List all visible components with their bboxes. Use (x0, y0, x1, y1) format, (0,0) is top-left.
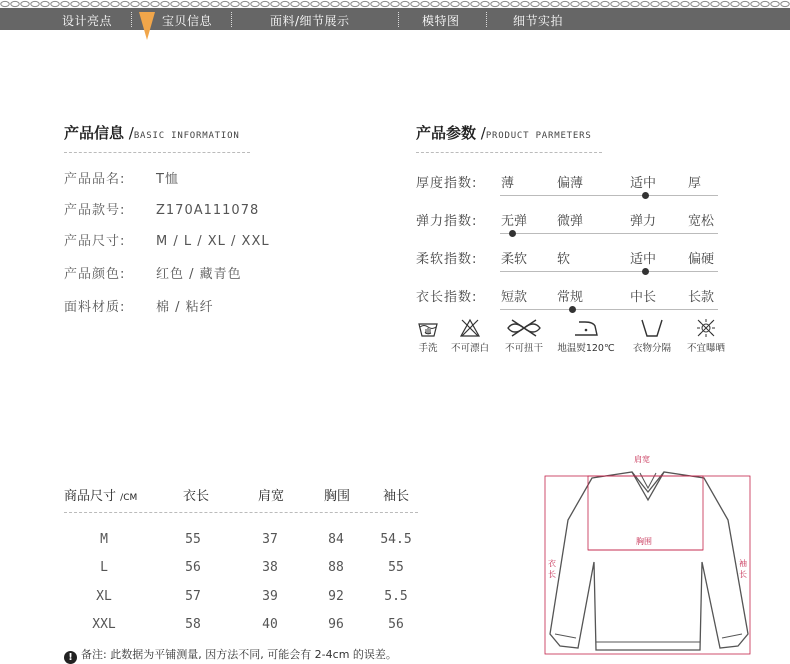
param-option: 厚 (688, 176, 702, 191)
garment-measure-diagram (540, 452, 760, 661)
param-option: 偏薄 (557, 176, 584, 191)
divider (64, 152, 250, 153)
param-option: 适中 (630, 252, 657, 267)
measure-cell: 5.5 (384, 589, 408, 604)
top-nav-bar (0, 0, 790, 30)
measure-cell: 38 (262, 560, 278, 575)
param-option: 宽松 (688, 214, 715, 229)
active-tab-indicator (139, 12, 155, 40)
divider (416, 152, 602, 153)
size-cell: XL (96, 589, 112, 604)
sleeve-measure-label: 袖长 (739, 559, 747, 579)
length-col-header: 衣长 (183, 489, 210, 504)
sleeve-col-header: 袖长 (383, 489, 410, 504)
no-wring-icon (504, 318, 544, 338)
measure-cell: 88 (328, 560, 344, 575)
measure-cell: 56 (388, 617, 404, 632)
no-sun-icon (695, 318, 717, 338)
care-label: 不可扭干 (504, 343, 543, 354)
measure-cell: 54.5 (380, 532, 412, 547)
param-selected-marker (642, 192, 649, 199)
chain-border-decoration (0, 0, 790, 8)
param-label: 厚度指数: (416, 176, 478, 191)
product-params-heading: 产品参数 /PRODUCT PARMETERS (416, 124, 592, 142)
measure-cell: 40 (262, 617, 278, 632)
care-label: 衣物分隔 (632, 343, 671, 354)
param-label: 衣长指数: (416, 290, 478, 305)
shoulder-col-header: 肩宽 (258, 489, 285, 504)
tshirt-diagram (540, 452, 760, 657)
care-no-wring (500, 318, 548, 354)
nav-menu (0, 9, 790, 30)
info-row-material: 面料材质: 棉 / 粘纤 (64, 300, 214, 315)
nav-divider (131, 12, 132, 27)
measure-cell: 57 (185, 589, 201, 604)
measure-cell: 37 (262, 532, 278, 547)
info-row-style-no: 产品款号: Z170A111078 (64, 203, 260, 218)
care-no-sun (682, 318, 730, 354)
measure-cell: 39 (262, 589, 278, 604)
table-divider (64, 512, 418, 513)
nav-tab-design-highlights[interactable]: 设计亮点 (62, 14, 113, 28)
iron-low-icon (571, 318, 601, 338)
product-info-heading: 产品信息 /BASIC INFORMATION (64, 124, 240, 142)
care-label: 不可漂白 (450, 343, 489, 354)
param-option: 弹力 (630, 214, 657, 229)
param-scale-line (500, 195, 718, 196)
chest-measure-label: 胸围 (636, 537, 652, 546)
param-option: 中长 (630, 290, 657, 305)
measure-cell: 84 (328, 532, 344, 547)
param-label: 柔软指数: (416, 252, 478, 267)
nav-divider (486, 12, 487, 27)
nav-tab-detail-shots[interactable]: 细节实拍 (513, 14, 564, 28)
measure-cell: 55 (388, 560, 404, 575)
measure-cell: 58 (185, 617, 201, 632)
measure-cell: 92 (328, 589, 344, 604)
measure-cell: 56 (185, 560, 201, 575)
nav-divider (398, 12, 399, 27)
measurement-note: ! 备注: 此数据为平铺测量, 因方法不同, 可能会有 2-4cm 的误差。 (64, 646, 397, 664)
size-col-header: 商品尺寸 /CM (64, 489, 138, 504)
size-cell: M (100, 532, 108, 547)
param-scale-line (500, 271, 718, 272)
param-option: 微弹 (557, 214, 584, 229)
param-option: 适中 (630, 176, 657, 191)
param-selected-marker (509, 230, 516, 237)
info-row-sizes: 产品尺寸: M / L / XL / XXL (64, 234, 270, 249)
param-option: 无弹 (501, 214, 528, 229)
nav-divider (231, 12, 232, 27)
param-scale-line (500, 233, 718, 234)
chest-col-header: 胸围 (324, 489, 351, 504)
care-iron-low (556, 318, 616, 354)
measure-cell: 55 (185, 532, 201, 547)
hand-wash-icon (417, 318, 439, 338)
care-no-bleach (446, 318, 494, 354)
param-option: 软 (557, 252, 571, 267)
size-cell: L (100, 560, 108, 575)
param-option: 薄 (501, 176, 515, 191)
care-label: 不宜曝晒 (686, 343, 725, 354)
param-selected-marker (642, 268, 649, 275)
care-label: 手洗 (418, 343, 438, 354)
nav-tab-model-photos[interactable]: 模特图 (422, 14, 460, 28)
nav-tab-product-info[interactable]: 宝贝信息 (162, 14, 213, 28)
param-option: 长款 (688, 290, 715, 305)
warning-icon: ! (64, 651, 77, 664)
param-scale-line (500, 309, 718, 310)
param-option: 常规 (557, 290, 584, 305)
size-cell: XXL (92, 617, 116, 632)
no-bleach-icon (459, 318, 481, 338)
param-selected-marker (569, 306, 576, 313)
length-measure-label: 衣长 (548, 559, 556, 579)
param-option: 偏硬 (688, 252, 715, 267)
care-label: 地温熨120℃ (557, 343, 615, 354)
info-row-colors: 产品颜色: 红色 / 藏青色 (64, 267, 242, 282)
shoulder-measure-label: 肩宽 (634, 455, 650, 464)
info-row-name: 产品品名: T恤 (64, 172, 179, 187)
param-option: 柔软 (501, 252, 528, 267)
param-label: 弹力指数: (416, 214, 478, 229)
nav-tab-fabric-details[interactable]: 面料/细节展示 (270, 14, 350, 28)
param-option: 短款 (501, 290, 528, 305)
measure-cell: 96 (328, 617, 344, 632)
care-hand-wash (414, 318, 442, 354)
care-wash-separately (626, 318, 678, 354)
wash-separately-icon (637, 318, 667, 338)
